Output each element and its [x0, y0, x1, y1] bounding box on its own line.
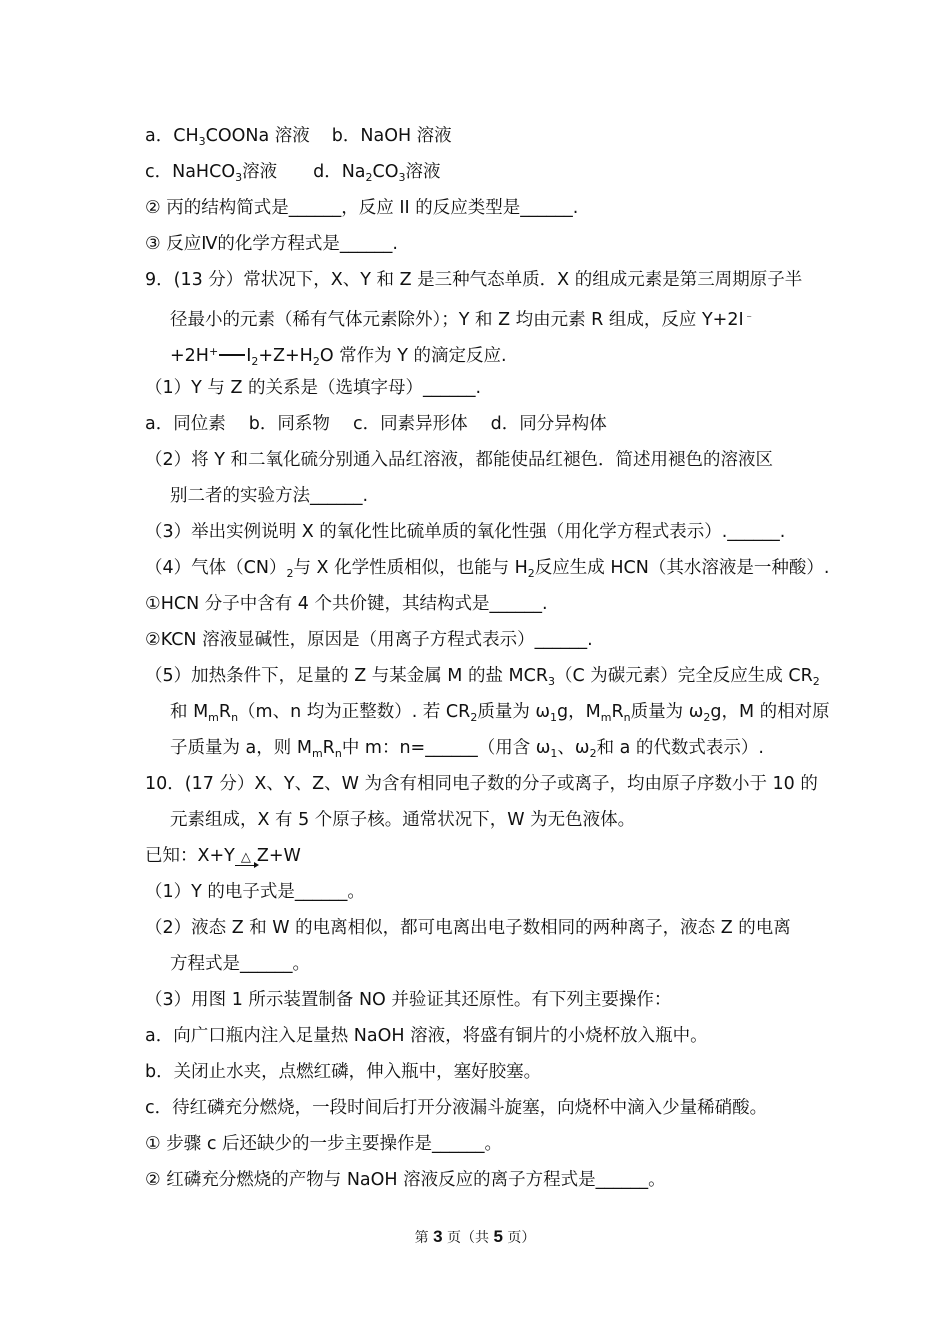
question-9-part-1: （1）Y 与 Z 的关系是（选填字母）______.: [145, 378, 482, 398]
question-10-step-c: c．待红磷充分燃烧，一段时间后打开分液漏斗旋塞，向烧杯中滴入少量稀硝酸。: [145, 1098, 768, 1118]
question-9-line-2: 径最小的元素（稀有气体元素除外）；Y 和 Z 均由元素 R 组成，反应 Y+2I﹣: [170, 309, 755, 330]
question-10-sub-1: ① 步骤 c 后还缺少的一步主要操作是______。: [145, 1134, 502, 1154]
option-c-nahco3: c．NaHCO$_3$溶液 d．$Na_2CO_3$溶液: [145, 162, 441, 184]
question-9-part-2-line-2: 别二者的实验方法______.: [170, 486, 369, 506]
question-9-part-5-line-3: 子质量为 a，则 $M_mR_n$中 m：n=______（用含 $\omega_1$、$\omega_2$和 a 的代数式表示）.: [170, 738, 764, 760]
question-9-line-3: +2H+ $I_2+Z+H_2O$ 常作为 Y 的滴定反应.: [170, 345, 507, 368]
question-9-part-4-sub-2: ②KCN 溶液显碱性，原因是（用离子方程式表示）______.: [145, 630, 593, 650]
current-page-number: 3: [433, 1227, 443, 1246]
question-9-part-2-line-1: （2）将 Y 和二氧化硫分别通入品红溶液，都能使品红褪色．简述用褪色的溶液区: [145, 450, 773, 470]
question-10-sub-2: ② 红磷充分燃烧的产物与 NaOH 溶液反应的离子方程式是______。: [145, 1170, 666, 1190]
sub-question-3-equation: ③ 反应Ⅳ的化学方程式是______.: [145, 234, 398, 254]
question-9-line-1: 9．(13 分）常状况下，X、Y 和 Z 是三种气态单质．X 的组成元素是第三周期原子半: [145, 270, 803, 290]
option-a-ch3coona: a．$CH_3COONa$ 溶液 b．NaOH 溶液: [145, 126, 452, 148]
page-footer: 第 3 页（共 5 页）: [414, 1227, 536, 1246]
question-10-step-b: b．关闭止水夹，点燃红磷，伸入瓶中，塞好胶塞。: [145, 1062, 542, 1082]
question-9-part-5-line-2: 和 $M_mR_n(m$、n 均为正整数）. 若 $CR_2$质量为 $\omega_1g$，$M_mR_n$质量为 $\omega_2g$，M 的相对原: [170, 702, 830, 724]
question-10-part-2-line-1: （2）液态 Z 和 W 的电离相似，都可电离出电子数相同的两种离子，液态 Z 的电离: [145, 918, 791, 938]
total-page-number: 5: [493, 1227, 503, 1246]
question-10-part-1: （1）Y 的电子式是______。: [145, 882, 365, 902]
question-10-line-1: 10．(17 分）X、Y、Z、W 为含有相同电子数的分子或离子，均由原子序数小于 10 的: [145, 774, 818, 794]
sub-question-2-structure: ② 丙的结构简式是______，反应 II 的反应类型是______.: [145, 198, 579, 218]
question-10-step-a: a．向广口瓶内注入足量热 NaOH 溶液，将盛有铜片的小烧杯放入瓶中。: [145, 1026, 708, 1046]
question-10-known-reaction: 已知：X+Y △ Z+W: [145, 846, 301, 866]
question-9-part-5-line-1: （5）加热条件下，足量的 Z 与某金属 M 的盐 $MCR_3(C$ 为碳元素）完全反应生成 $CR_2$: [145, 666, 820, 688]
question-9-part-4: （4）气体$(CN)_2$与 X 化学性质相似，也能与 $H_2$反应生成 HCN（其水溶液是一种酸）.: [145, 558, 830, 580]
question-10-line-2: 元素组成，X 有 5 个原子核。通常状况下，W 为无色液体。: [170, 810, 636, 830]
question-10-part-3: （3）用图 1 所示装置制备 NO 并验证其还原性。有下列主要操作：: [145, 990, 672, 1010]
question-9-part-3: （3）举出实例说明 X 的氧化性比硫单质的氧化性强（用化学方程式表示）.______.: [145, 522, 786, 542]
equals-arrow: [219, 354, 245, 356]
question-9-part-4-sub-1: ①HCN 分子中含有 4 个共价键，其结构式是______.: [145, 594, 548, 614]
question-9-options: a．同位素 b．同系物 c．同素异形体 d．同分异构体: [145, 414, 607, 434]
question-10-part-2-line-2: 方程式是______。: [170, 954, 310, 974]
heat-arrow-icon: △: [235, 851, 257, 866]
